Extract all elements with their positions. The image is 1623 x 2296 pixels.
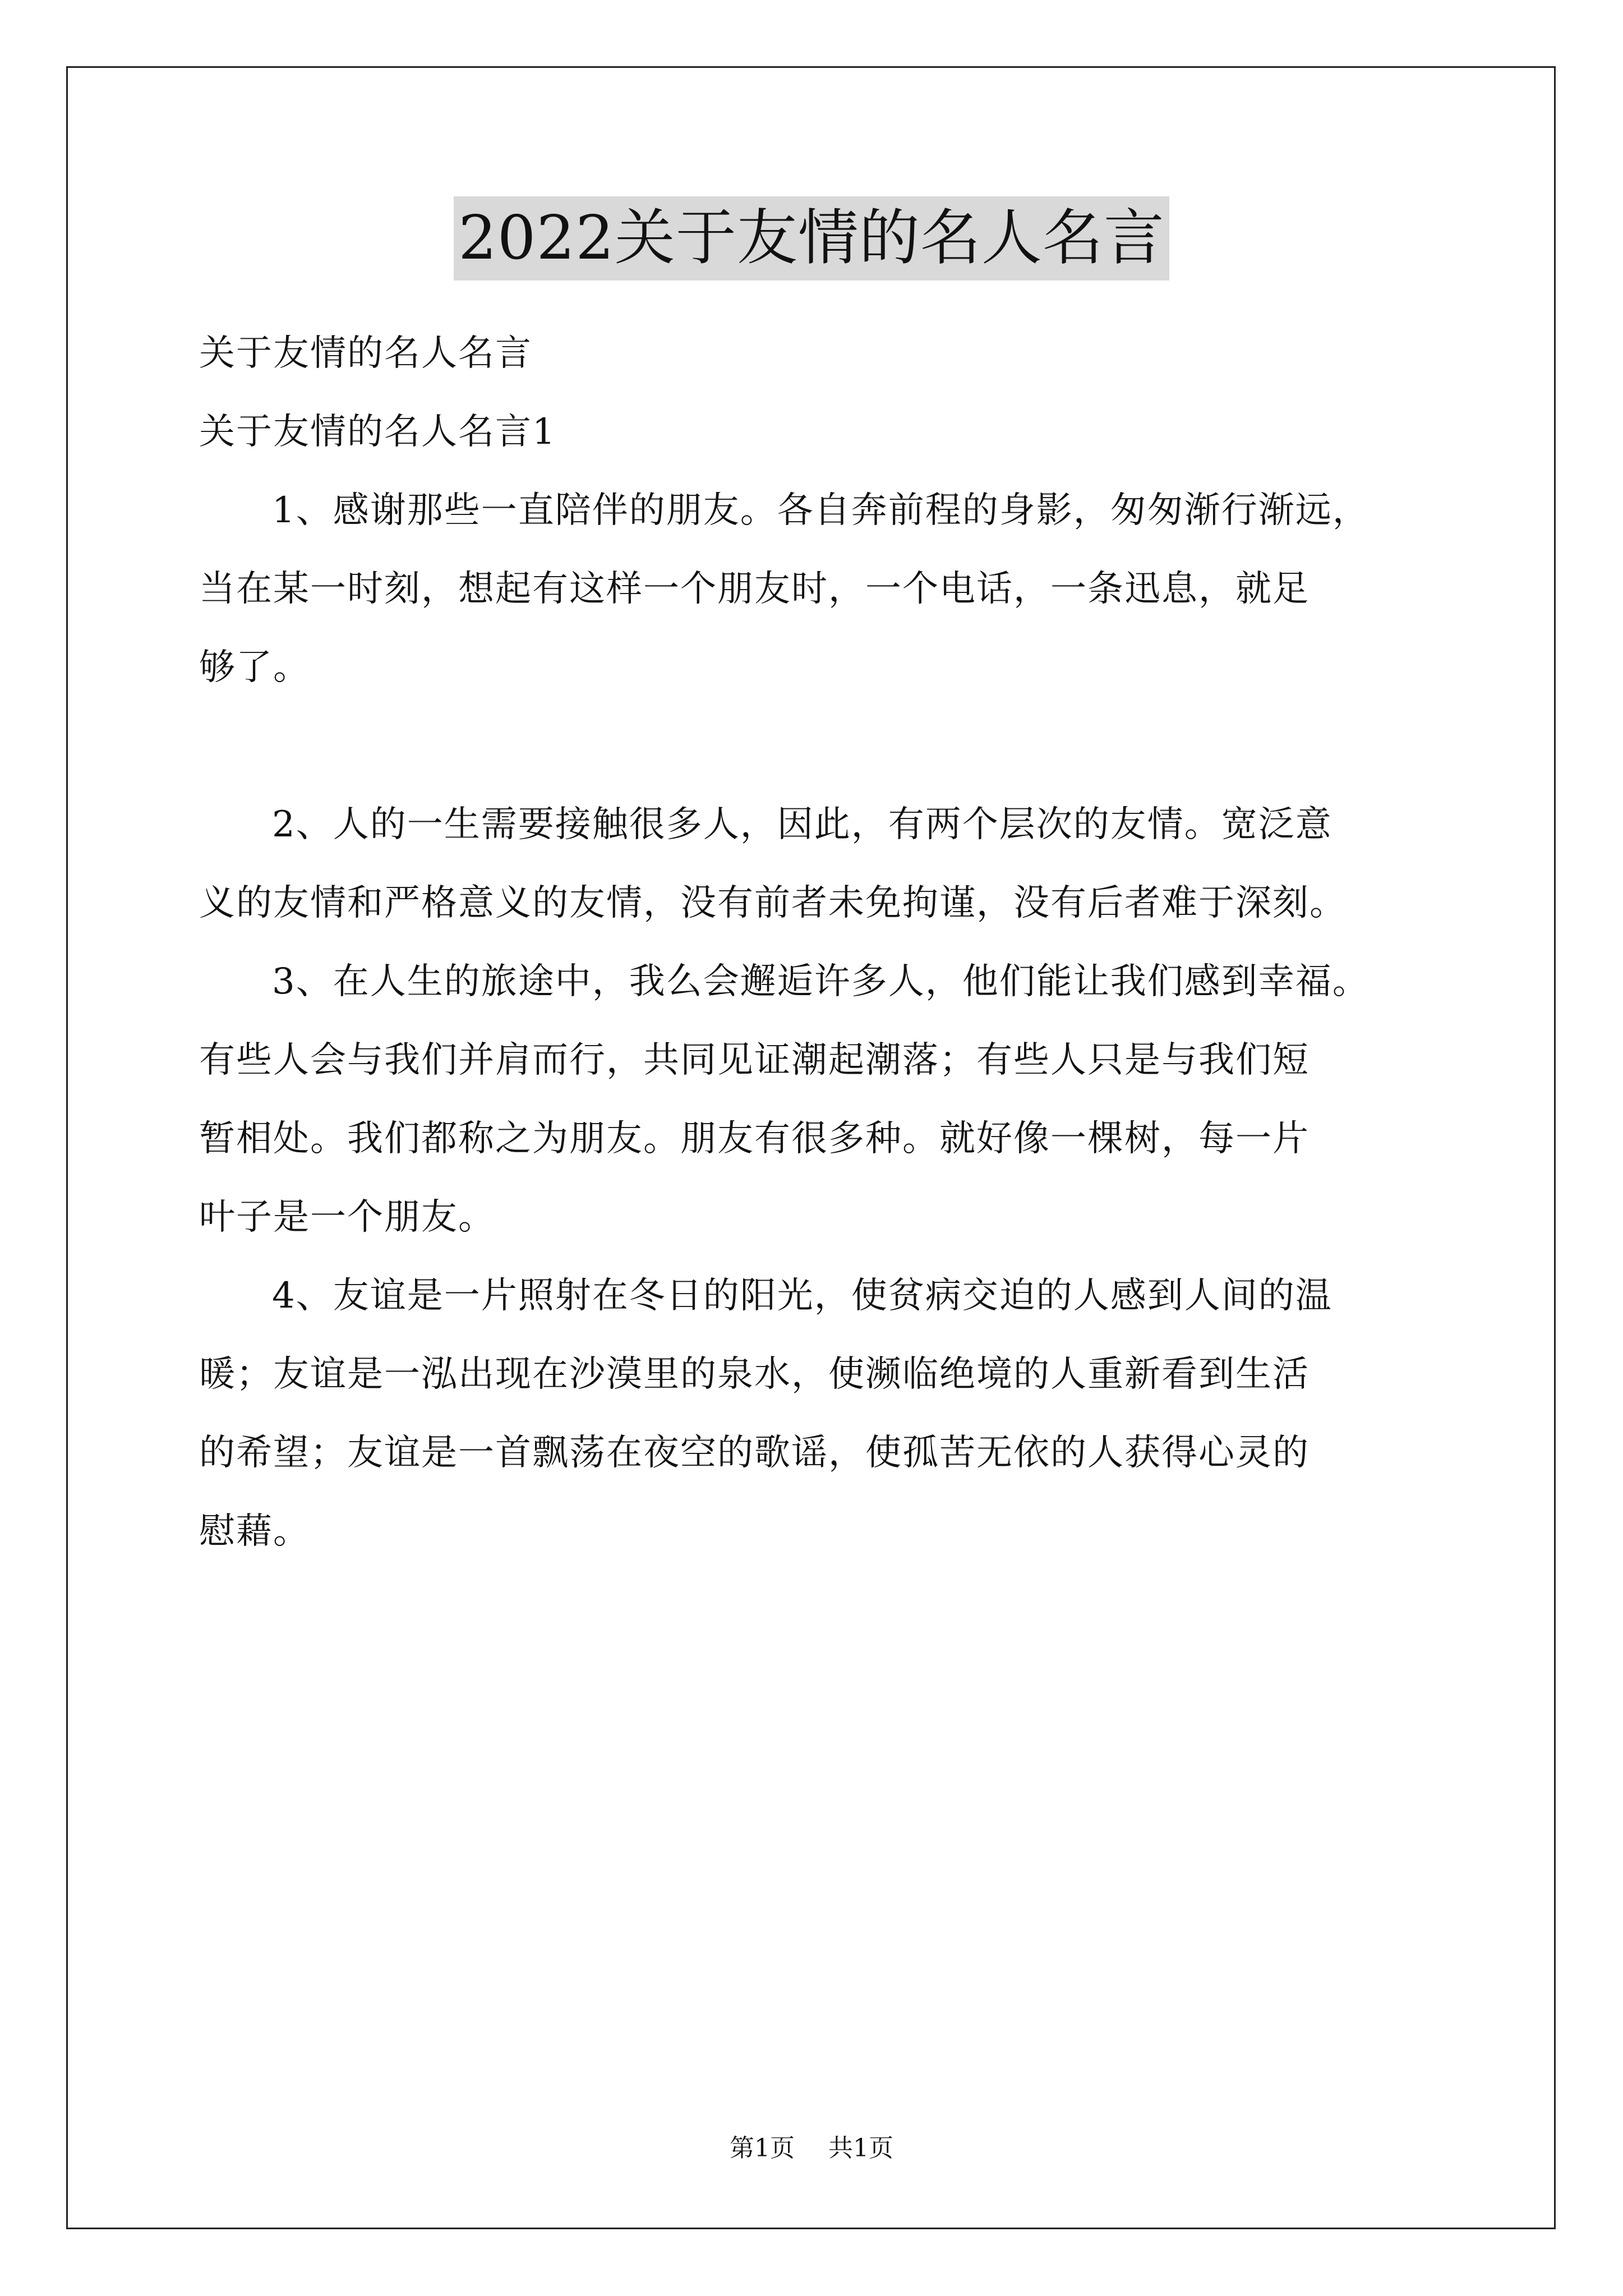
paragraph-line: 够了。 — [199, 647, 310, 688]
paragraph-line: 暖；友谊是一泓出现在沙漠里的泉水，使濒临绝境的人重新看到生活 — [199, 1354, 1310, 1395]
heading-2: 关于友情的名人名言1 — [199, 411, 556, 453]
paragraph-line: 3、在人生的旅途中，我么会邂逅许多人，他们能让我们感到幸福。 — [272, 961, 1370, 1002]
title-wrap — [0, 196, 1623, 280]
paragraph-line: 慰藉。 — [199, 1511, 310, 1552]
document-body — [199, 314, 1433, 1571]
page-footer — [0, 2132, 1623, 2165]
paragraph-4 — [199, 1257, 1433, 1571]
document-title: 2022关于友情的名人名言 — [454, 196, 1169, 280]
paragraph-1 — [199, 471, 1433, 707]
paragraph-line: 4、友谊是一片照射在冬日的阳光，使贫病交迫的人感到人间的温 — [272, 1275, 1332, 1317]
paragraph-3 — [199, 942, 1433, 1257]
paragraph-line: 的希望；友谊是一首飘荡在夜空的歌谣，使孤苦无依的人获得心灵的 — [199, 1432, 1310, 1474]
page-total: 共1页 — [828, 2134, 893, 2162]
paragraph-line: 有些人会与我们并肩而行，共同见证潮起潮落；有些人只是与我们短 — [199, 1039, 1310, 1081]
paragraph-line: 当在某一时刻，想起有这样一个朋友时，一个电话，一条迅息，就足 — [199, 568, 1310, 610]
paragraph-gap — [199, 707, 1433, 785]
paragraph-line: 1、感谢那些一直陪伴的朋友。各自奔前程的身影，匆匆渐行渐远， — [272, 490, 1370, 531]
paragraph-line: 叶子是一个朋友。 — [199, 1197, 495, 1238]
page-number: 第1页 — [730, 2134, 795, 2162]
paragraph-line: 暂相处。我们都称之为朋友。朋友有很多种。就好像一棵树，每一片 — [199, 1118, 1310, 1159]
paragraph-2 — [199, 785, 1433, 942]
paragraph-line: 2、人的一生需要接触很多人，因此，有两个层次的友情。宽泛意 — [272, 804, 1332, 845]
paragraph-line: 义的友情和严格意义的友情，没有前者未免拘谨，没有后者难于深刻。 — [199, 882, 1347, 924]
heading-1: 关于友情的名人名言 — [199, 333, 532, 374]
